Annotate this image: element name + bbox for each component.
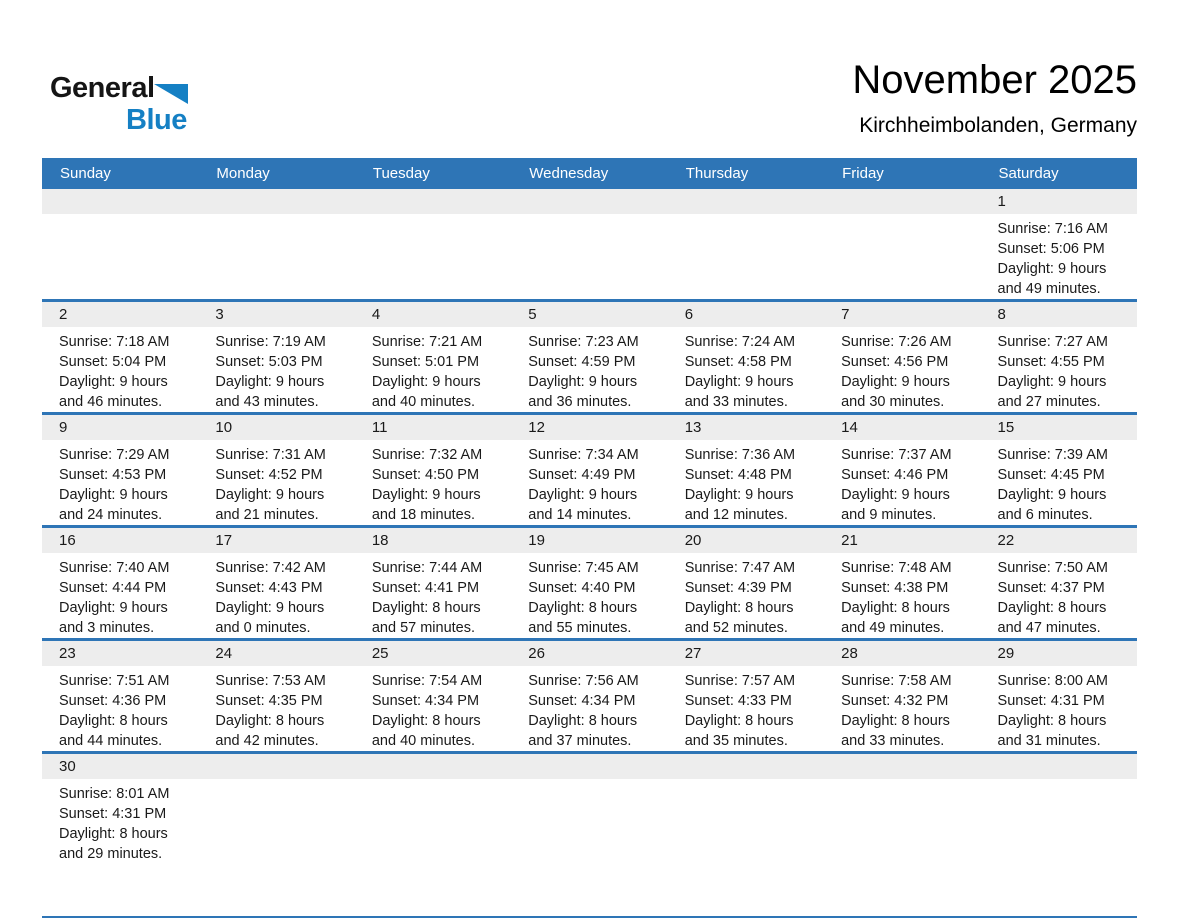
sunset-text: Sunset: 4:38 PM [841, 580, 949, 596]
day-number-empty [668, 754, 824, 779]
sunset-text: Sunset: 4:37 PM [997, 580, 1105, 596]
logo-triangle-icon [154, 84, 188, 104]
sunset-text: Sunset: 4:55 PM [997, 354, 1105, 370]
day-number: 2 [42, 302, 198, 327]
day-number: 7 [824, 302, 980, 327]
sunrise-text: Sunrise: 7:45 AM [528, 560, 639, 576]
day-number: 21 [824, 528, 980, 553]
daylight-text-line1: Daylight: 9 hours [59, 600, 168, 616]
day-number: 27 [668, 641, 824, 666]
day-cell-24 [198, 641, 354, 751]
daylight-text-line1: Daylight: 9 hours [371, 487, 481, 503]
day-number: 16 [42, 528, 198, 553]
day-cell-4 [355, 302, 511, 412]
sunrise-text: Sunrise: 7:26 AM [841, 334, 952, 350]
sunrise-text: Sunrise: 8:00 AM [997, 673, 1108, 689]
daylight-text-line1: Daylight: 8 hours [684, 713, 794, 729]
day-number: 19 [511, 528, 667, 553]
day-number: 6 [668, 302, 824, 327]
sunrise-text: Sunrise: 7:36 AM [684, 447, 796, 463]
day-cell-13 [668, 415, 824, 525]
weekday-header-monday: Monday [216, 165, 270, 182]
day-cell-3 [198, 302, 354, 412]
general-blue-logo [50, 72, 210, 136]
day-number: 9 [42, 415, 198, 440]
sunrise-text: Sunrise: 7:16 AM [997, 221, 1108, 237]
day-number: 12 [511, 415, 667, 440]
day-number: 23 [42, 641, 198, 666]
sunset-text: Sunset: 4:39 PM [684, 580, 792, 596]
day-cell-30 [42, 754, 198, 916]
daylight-text-line1: Daylight: 9 hours [684, 374, 794, 390]
daylight-text-line1: Daylight: 8 hours [59, 713, 168, 729]
sunset-text: Sunset: 4:36 PM [59, 693, 167, 709]
day-cell-12 [511, 415, 667, 525]
day-cell-29 [981, 641, 1137, 751]
sunset-text: Sunset: 4:31 PM [59, 806, 167, 822]
day-details [824, 327, 980, 412]
empty-day-cell [511, 189, 667, 299]
day-details [981, 214, 1137, 299]
daylight-text-line2: and 27 minutes. [997, 394, 1101, 410]
daylight-text-line2: and 29 minutes. [59, 846, 163, 862]
sunrise-text: Sunrise: 7:19 AM [215, 334, 326, 350]
page-title: November 2025 [852, 58, 1137, 102]
week-row-1 [42, 189, 1137, 299]
day-details [198, 666, 354, 751]
sunrise-text: Sunrise: 8:01 AM [59, 786, 170, 802]
daylight-text-line1: Daylight: 8 hours [215, 713, 325, 729]
sunset-text: Sunset: 5:03 PM [215, 354, 323, 370]
day-details [668, 327, 824, 412]
day-details [355, 553, 511, 638]
day-cell-9 [42, 415, 198, 525]
weekday-header-row [42, 158, 1137, 189]
day-number: 24 [198, 641, 354, 666]
daylight-text-line2: and 46 minutes. [59, 394, 163, 410]
sunset-text: Sunset: 4:58 PM [684, 354, 792, 370]
sunset-text: Sunset: 4:50 PM [371, 467, 480, 483]
empty-day-cell [355, 754, 511, 916]
daylight-text-line2: and 37 minutes. [528, 733, 632, 749]
daylight-text-line2: and 49 minutes. [997, 281, 1101, 297]
daylight-text-line2: and 33 minutes. [841, 733, 945, 749]
day-number: 10 [198, 415, 354, 440]
logo-text-general: General [50, 72, 155, 104]
sunrise-text: Sunrise: 7:54 AM [371, 673, 483, 689]
sunset-text: Sunset: 4:44 PM [59, 580, 167, 596]
day-details [355, 666, 511, 751]
sunrise-text: Sunrise: 7:51 AM [59, 673, 170, 689]
week-row-4 [42, 525, 1137, 638]
day-number: 13 [668, 415, 824, 440]
day-number: 17 [198, 528, 354, 553]
daylight-text-line2: and 33 minutes. [684, 394, 788, 410]
weekday-header-saturday: Saturday [998, 165, 1059, 182]
day-number: 15 [981, 415, 1137, 440]
daylight-text-line2: and 44 minutes. [59, 733, 163, 749]
day-number: 26 [511, 641, 667, 666]
daylight-text-line2: and 18 minutes. [371, 507, 476, 523]
sunrise-text: Sunrise: 7:24 AM [684, 334, 796, 350]
sunset-text: Sunset: 4:35 PM [215, 693, 323, 709]
empty-day-cell [668, 189, 824, 299]
day-details [511, 327, 667, 412]
day-details [668, 666, 824, 751]
day-cell-26 [511, 641, 667, 751]
daylight-text-line2: and 3 minutes. [59, 620, 155, 636]
day-details [824, 553, 980, 638]
sunrise-text: Sunrise: 7:29 AM [59, 447, 170, 463]
day-details [824, 440, 980, 525]
daylight-text-line1: Daylight: 8 hours [841, 713, 950, 729]
day-cell-23 [42, 641, 198, 751]
sunset-text: Sunset: 4:43 PM [215, 580, 323, 596]
sunset-text: Sunset: 4:32 PM [841, 693, 949, 709]
day-cell-18 [355, 528, 511, 638]
daylight-text-line2: and 42 minutes. [215, 733, 319, 749]
sunset-text: Sunset: 4:45 PM [997, 467, 1105, 483]
day-details [511, 553, 667, 638]
weekday-header-sunday: Sunday [60, 165, 111, 182]
day-number: 5 [511, 302, 667, 327]
day-number-empty [824, 189, 980, 214]
sunset-text: Sunset: 4:53 PM [59, 467, 167, 483]
day-number-empty [198, 189, 354, 214]
day-number-empty [981, 754, 1137, 779]
weekday-header-friday: Friday [842, 165, 884, 182]
day-number: 25 [355, 641, 511, 666]
sunset-text: Sunset: 5:01 PM [371, 354, 480, 370]
sunrise-text: Sunrise: 7:47 AM [684, 560, 796, 576]
day-details [981, 666, 1137, 751]
calendar-grid [42, 189, 1137, 916]
sunset-text: Sunset: 4:33 PM [684, 693, 792, 709]
day-cell-22 [981, 528, 1137, 638]
sunset-text: Sunset: 4:41 PM [371, 580, 480, 596]
daylight-text-line1: Daylight: 9 hours [59, 374, 168, 390]
daylight-text-line2: and 57 minutes. [371, 620, 476, 636]
day-details [981, 553, 1137, 638]
daylight-text-line1: Daylight: 9 hours [215, 600, 325, 616]
daylight-text-line2: and 35 minutes. [684, 733, 788, 749]
logo-text-blue: Blue [126, 104, 187, 136]
day-cell-2 [42, 302, 198, 412]
day-cell-25 [355, 641, 511, 751]
day-cell-28 [824, 641, 980, 751]
sunrise-text: Sunrise: 7:58 AM [841, 673, 952, 689]
sunrise-text: Sunrise: 7:57 AM [684, 673, 796, 689]
sunrise-text: Sunrise: 7:40 AM [59, 560, 170, 576]
day-number: 11 [355, 415, 511, 440]
sunrise-text: Sunrise: 7:39 AM [997, 447, 1108, 463]
daylight-text-line2: and 40 minutes. [371, 394, 476, 410]
day-cell-5 [511, 302, 667, 412]
daylight-text-line1: Daylight: 9 hours [997, 261, 1107, 277]
day-details [668, 440, 824, 525]
daylight-text-line2: and 12 minutes. [684, 507, 788, 523]
sunrise-text: Sunrise: 7:53 AM [215, 673, 326, 689]
empty-day-cell [824, 754, 980, 916]
sunset-text: Sunset: 4:59 PM [528, 354, 636, 370]
day-details [511, 666, 667, 751]
day-details [355, 327, 511, 412]
daylight-text-line1: Daylight: 8 hours [841, 600, 950, 616]
daylight-text-line1: Daylight: 8 hours [59, 826, 168, 842]
day-number: 4 [355, 302, 511, 327]
daylight-text-line1: Daylight: 8 hours [997, 600, 1107, 616]
day-details [198, 440, 354, 525]
daylight-text-line1: Daylight: 9 hours [997, 487, 1107, 503]
day-details [42, 779, 198, 864]
sunset-text: Sunset: 4:48 PM [684, 467, 792, 483]
weekday-header-thursday: Thursday [685, 165, 749, 182]
sunrise-text: Sunrise: 7:44 AM [371, 560, 483, 576]
day-number: 20 [668, 528, 824, 553]
week-row-5 [42, 638, 1137, 751]
week-row-2 [42, 299, 1137, 412]
daylight-text-line2: and 21 minutes. [215, 507, 319, 523]
daylight-text-line2: and 55 minutes. [528, 620, 632, 636]
daylight-text-line1: Daylight: 9 hours [684, 487, 794, 503]
day-details [981, 440, 1137, 525]
empty-day-cell [511, 754, 667, 916]
day-number-empty [42, 189, 198, 214]
daylight-text-line1: Daylight: 9 hours [528, 487, 638, 503]
daylight-text-line1: Daylight: 9 hours [528, 374, 638, 390]
sunset-text: Sunset: 4:34 PM [371, 693, 480, 709]
day-cell-17 [198, 528, 354, 638]
daylight-text-line2: and 24 minutes. [59, 507, 163, 523]
weekday-header-tuesday: Tuesday [372, 165, 430, 182]
day-cell-27 [668, 641, 824, 751]
day-cell-7 [824, 302, 980, 412]
daylight-text-line1: Daylight: 8 hours [528, 600, 638, 616]
daylight-text-line2: and 30 minutes. [841, 394, 945, 410]
day-number: 3 [198, 302, 354, 327]
sunset-text: Sunset: 5:04 PM [59, 354, 167, 370]
sunrise-text: Sunrise: 7:37 AM [841, 447, 952, 463]
day-number-empty [824, 754, 980, 779]
day-cell-16 [42, 528, 198, 638]
empty-day-cell [668, 754, 824, 916]
calendar-table [42, 158, 1137, 918]
daylight-text-line2: and 9 minutes. [841, 507, 937, 523]
daylight-text-line2: and 14 minutes. [528, 507, 632, 523]
daylight-text-line1: Daylight: 8 hours [371, 713, 481, 729]
daylight-text-line1: Daylight: 9 hours [59, 487, 168, 503]
day-details [42, 440, 198, 525]
day-cell-11 [355, 415, 511, 525]
daylight-text-line1: Daylight: 8 hours [997, 713, 1107, 729]
day-cell-6 [668, 302, 824, 412]
sunrise-text: Sunrise: 7:27 AM [997, 334, 1108, 350]
sunset-text: Sunset: 4:56 PM [841, 354, 949, 370]
day-details [511, 440, 667, 525]
sunrise-text: Sunrise: 7:23 AM [528, 334, 639, 350]
week-row-3 [42, 412, 1137, 525]
daylight-text-line1: Daylight: 9 hours [215, 374, 325, 390]
title-block [852, 56, 1137, 138]
day-number: 28 [824, 641, 980, 666]
daylight-text-line1: Daylight: 9 hours [841, 487, 950, 503]
day-details [981, 327, 1137, 412]
day-details [355, 440, 511, 525]
day-number-empty [668, 189, 824, 214]
day-details [198, 553, 354, 638]
day-number: 18 [355, 528, 511, 553]
daylight-text-line1: Daylight: 9 hours [997, 374, 1107, 390]
day-number: 30 [42, 754, 198, 779]
sunrise-text: Sunrise: 7:56 AM [528, 673, 639, 689]
day-number: 29 [981, 641, 1137, 666]
day-cell-20 [668, 528, 824, 638]
daylight-text-line2: and 52 minutes. [684, 620, 788, 636]
sunrise-text: Sunrise: 7:18 AM [59, 334, 170, 350]
day-details [668, 553, 824, 638]
sunset-text: Sunset: 4:34 PM [528, 693, 636, 709]
day-details [198, 327, 354, 412]
day-number-empty [198, 754, 354, 779]
empty-day-cell [198, 754, 354, 916]
day-number: 14 [824, 415, 980, 440]
week-row-6 [42, 751, 1137, 916]
daylight-text-line2: and 0 minutes. [215, 620, 311, 636]
day-cell-21 [824, 528, 980, 638]
day-cell-14 [824, 415, 980, 525]
empty-day-cell [981, 754, 1137, 916]
sunrise-text: Sunrise: 7:21 AM [371, 334, 483, 350]
daylight-text-line1: Daylight: 8 hours [371, 600, 481, 616]
sunset-text: Sunset: 5:06 PM [997, 241, 1105, 257]
sunrise-text: Sunrise: 7:34 AM [528, 447, 639, 463]
day-cell-8 [981, 302, 1137, 412]
daylight-text-line1: Daylight: 9 hours [841, 374, 950, 390]
daylight-text-line1: Daylight: 9 hours [371, 374, 481, 390]
daylight-text-line2: and 40 minutes. [371, 733, 476, 749]
daylight-text-line2: and 47 minutes. [997, 620, 1101, 636]
day-number: 8 [981, 302, 1137, 327]
page-subtitle: Kirchheimbolanden, Germany [859, 114, 1137, 137]
sunrise-text: Sunrise: 7:50 AM [997, 560, 1108, 576]
empty-day-cell [355, 189, 511, 299]
day-details [42, 666, 198, 751]
day-cell-1 [981, 189, 1137, 299]
weekday-header-wednesday: Wednesday [529, 165, 609, 182]
day-cell-10 [198, 415, 354, 525]
empty-day-cell [824, 189, 980, 299]
daylight-text-line1: Daylight: 9 hours [215, 487, 325, 503]
sunrise-text: Sunrise: 7:31 AM [215, 447, 326, 463]
daylight-text-line2: and 43 minutes. [215, 394, 319, 410]
sunrise-text: Sunrise: 7:48 AM [841, 560, 952, 576]
sunset-text: Sunset: 4:46 PM [841, 467, 949, 483]
empty-day-cell [42, 189, 198, 299]
day-number-empty [355, 754, 511, 779]
day-number-empty [511, 754, 667, 779]
sunset-text: Sunset: 4:52 PM [215, 467, 323, 483]
daylight-text-line2: and 49 minutes. [841, 620, 945, 636]
sunset-text: Sunset: 4:31 PM [997, 693, 1105, 709]
empty-day-cell [198, 189, 354, 299]
sunrise-text: Sunrise: 7:42 AM [215, 560, 326, 576]
sunrise-text: Sunrise: 7:32 AM [371, 447, 483, 463]
day-details [824, 666, 980, 751]
day-number: 1 [981, 189, 1137, 214]
day-number: 22 [981, 528, 1137, 553]
day-details [42, 553, 198, 638]
day-details [42, 327, 198, 412]
day-cell-15 [981, 415, 1137, 525]
daylight-text-line2: and 36 minutes. [528, 394, 632, 410]
daylight-text-line1: Daylight: 8 hours [528, 713, 638, 729]
daylight-text-line1: Daylight: 8 hours [684, 600, 794, 616]
day-number-empty [355, 189, 511, 214]
sunset-text: Sunset: 4:40 PM [528, 580, 636, 596]
daylight-text-line2: and 31 minutes. [997, 733, 1101, 749]
daylight-text-line2: and 6 minutes. [997, 507, 1093, 523]
day-cell-19 [511, 528, 667, 638]
day-number-empty [511, 189, 667, 214]
sunset-text: Sunset: 4:49 PM [528, 467, 636, 483]
